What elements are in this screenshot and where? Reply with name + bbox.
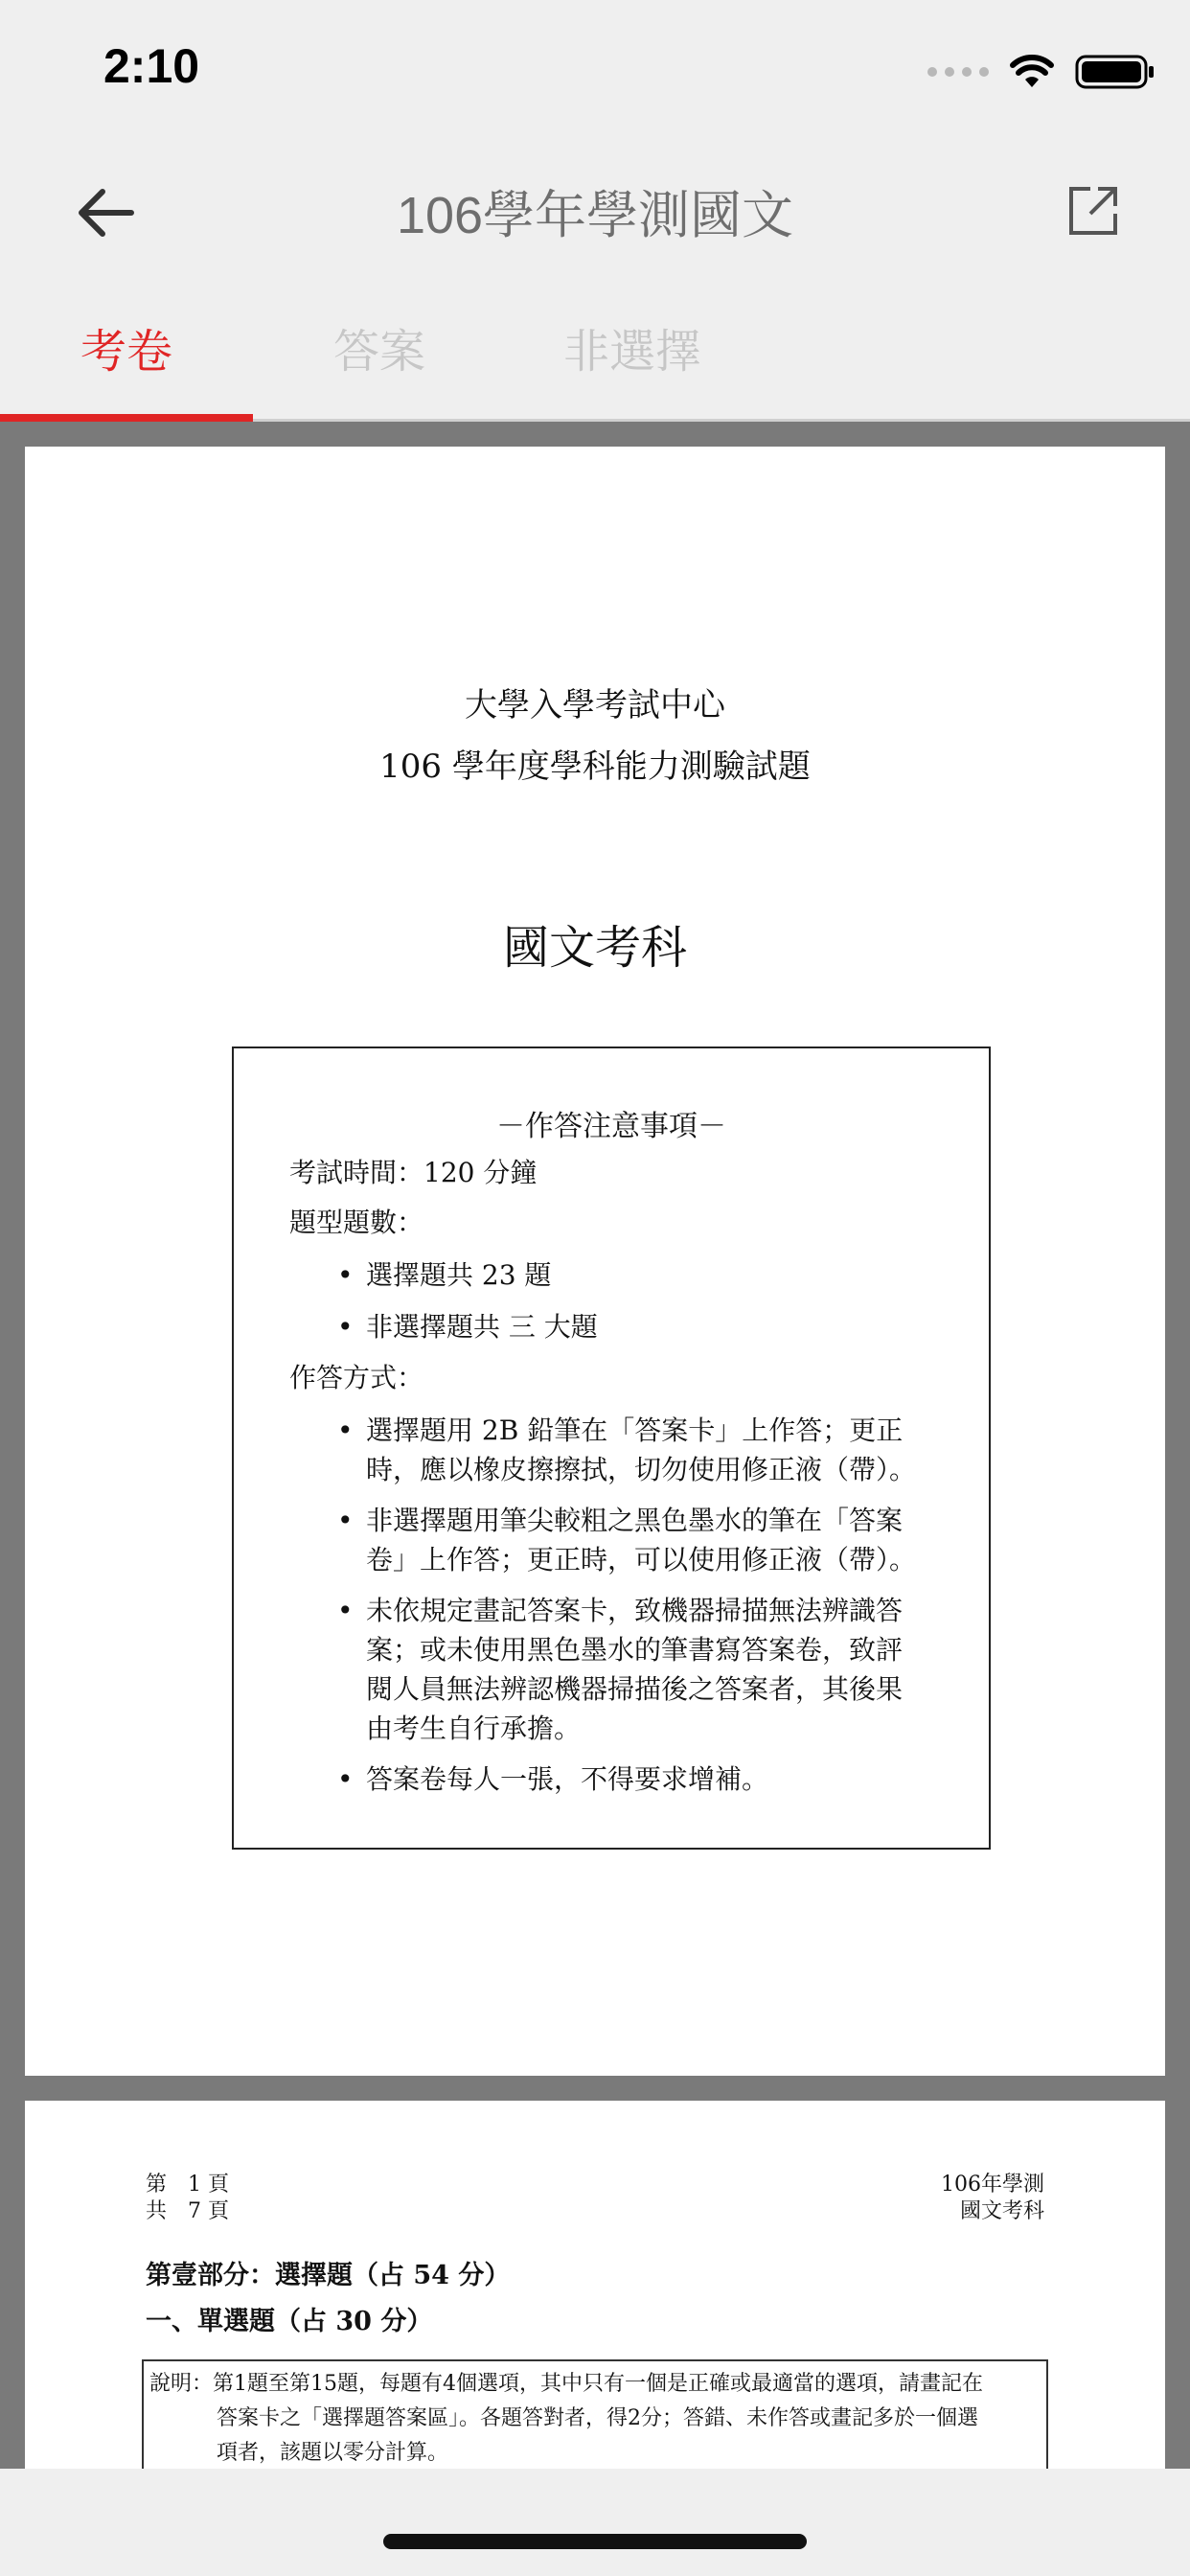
list-item: • 選擇題用 2B 鉛筆在「答案卡」上作答；更正 時，應以橡皮擦擦拭，切勿使用修正液（帶）。 [337, 1414, 917, 1485]
signal-dots-icon [927, 67, 989, 77]
list-item: • 非選擇題共 三 大題 [337, 1311, 598, 1343]
tab-bar [0, 278, 1190, 422]
page-title: 106學年學測國文 [396, 187, 794, 244]
battery-icon [1075, 53, 1156, 91]
part-title: 第壹部分：選擇題（占 54 分） [146, 2261, 511, 2290]
status-bar [0, 0, 1190, 144]
page-header-right: 106年學測 國文考科 [941, 2173, 1044, 2223]
page-number-label: 第 1 頁 共 7 頁 [146, 2173, 229, 2223]
status-icons [927, 48, 1156, 96]
instructions-box [232, 1046, 991, 1850]
external-link-icon [1067, 185, 1119, 237]
answer-method-label: 作答方式： [289, 1362, 424, 1393]
exam-time: 考試時間：120 分鐘 [289, 1157, 538, 1188]
exam-name: 106 學年度學科能力測驗試題 [379, 748, 811, 786]
notice-title: －作答注意事項－ [496, 1110, 726, 1143]
pdf-page-1 [25, 447, 1165, 2076]
tab-non-choice[interactable]: 非選擇 [562, 325, 701, 379]
list-item: • 非選擇題用筆尖較粗之黑色墨水的筆在「答案 卷」上作答；更正時，可以使用修正液（帶）。 [337, 1505, 917, 1576]
list-item: • 選擇題共 23 題 [337, 1259, 552, 1291]
wifi-icon [1010, 55, 1054, 89]
home-indicator[interactable] [383, 2534, 807, 2549]
list-item: • 未依規定畫記答案卡，致機器掃描無法辨識答 案；或未使用黑色墨水的筆書寫答案卷，致評 閱人員無法辨認機器掃描後之答案者，其後果 由考生自行承擔。 [337, 1595, 904, 1744]
share-button[interactable] [1060, 177, 1127, 244]
section-title: 一、單選題（占 30 分） [146, 2307, 433, 2336]
tab-exam-paper[interactable]: 考卷 [80, 325, 172, 379]
pdf-page-2 [25, 2101, 1165, 2469]
list-item: • 答案卷每人一張，不得要求增補。 [337, 1763, 769, 1795]
exam-organization: 大學入學考試中心 [465, 686, 725, 724]
exam-subject: 國文考科 [502, 921, 687, 975]
pdf-viewer[interactable] [0, 422, 1190, 2469]
tab-answers[interactable]: 答案 [332, 325, 425, 379]
instruction-box: 說明：第1題至第15題，每題有4個選項，其中只有一個是正確或最適當的選項，請畫記在 答案卡之「選擇題答案區」。各題答對者，得2分；答錯、未作答或畫記多於一個選 項者，該題以零分計算。 [142, 2359, 1048, 2469]
home-area [0, 2469, 1190, 2576]
active-tab-indicator [0, 414, 253, 422]
status-time: 2:10 [103, 39, 200, 93]
question-types-label: 題型題數： [289, 1207, 424, 1238]
navigation-bar [0, 144, 1190, 278]
